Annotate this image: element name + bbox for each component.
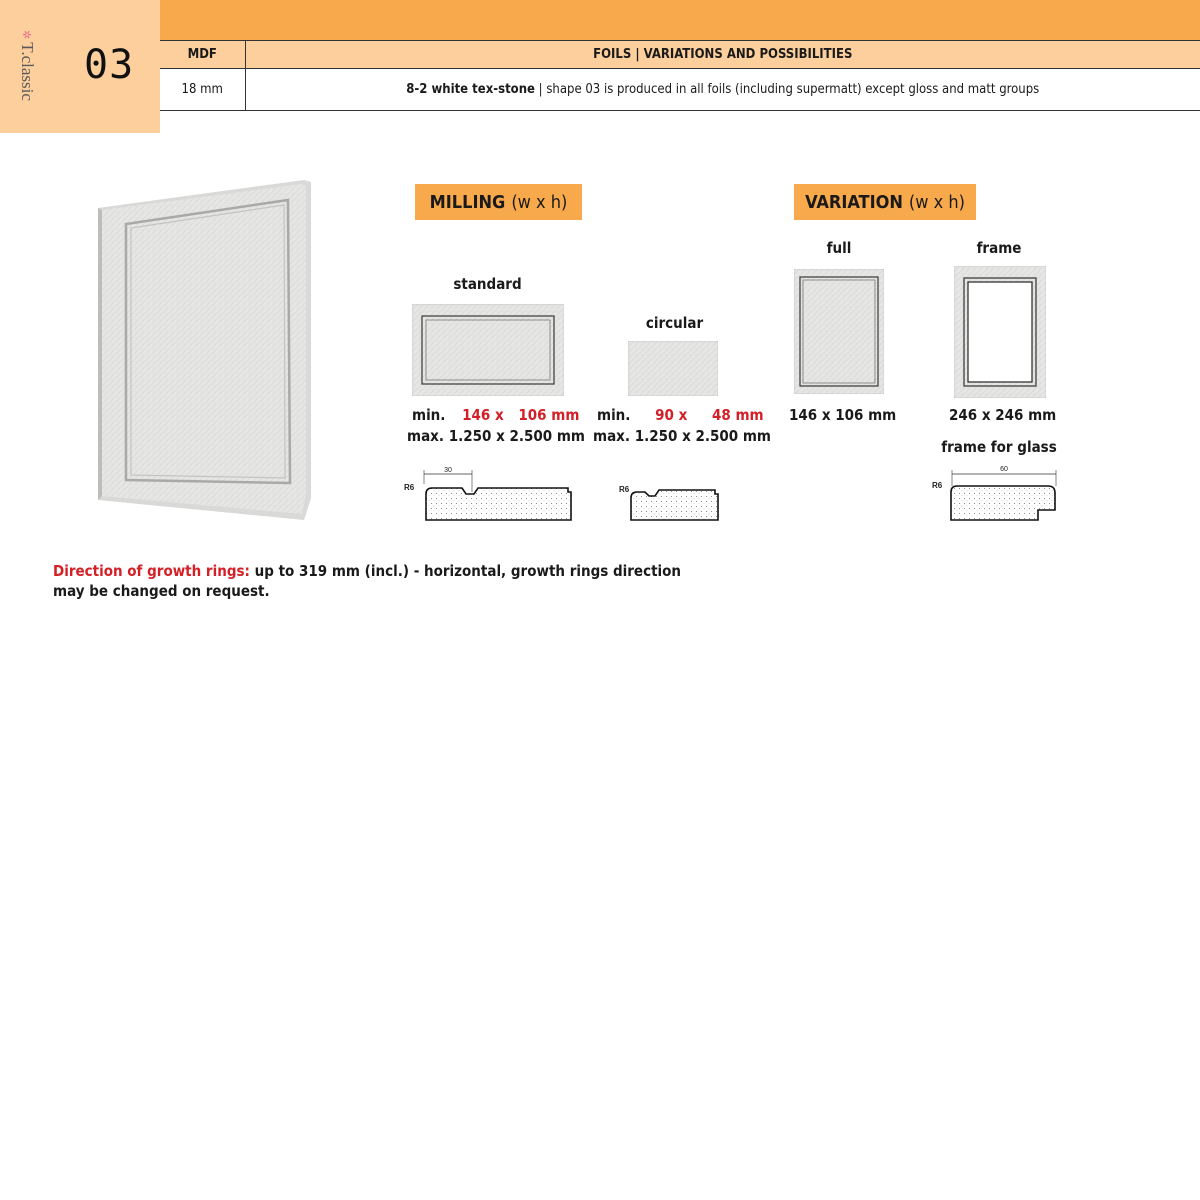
circular-profile-drawing <box>615 480 725 524</box>
standard-profile-drawing <box>400 462 575 524</box>
spec-table-header <box>160 41 1200 69</box>
circular-min-label: min. <box>597 406 631 424</box>
milling-title: MILLING <box>429 191 506 213</box>
circular-max: max. 1.250 x 2.500 mm <box>593 427 771 445</box>
shape-tab <box>0 0 160 133</box>
standard-min-height: 106 mm <box>518 406 580 424</box>
frame-label: frame <box>976 239 1022 257</box>
material-header: MDF <box>160 41 245 69</box>
standard-min <box>412 406 579 424</box>
standard-milling-swatch <box>412 304 564 396</box>
foils-value <box>245 69 1200 111</box>
flower-star-icon: ✲ <box>20 30 33 40</box>
frame-glass-profile-dim: 60 <box>1000 466 1008 473</box>
standard-max: max. 1.250 x 2.500 mm <box>407 427 585 445</box>
door-front-image <box>98 180 311 520</box>
shape-number: 03 <box>84 42 135 88</box>
brand-logo <box>16 30 38 120</box>
frame-variation-swatch <box>954 266 1046 398</box>
full-label: full <box>826 239 852 257</box>
frame-size: 246 x 246 mm <box>949 406 1057 424</box>
milling-unit: (w x h) <box>511 191 568 213</box>
spec-table <box>160 40 1200 111</box>
frame-glass-label: frame for glass <box>941 438 1057 456</box>
circular-min <box>597 406 764 424</box>
frame-glass-profile-r: R6 <box>932 481 943 490</box>
circular-min-width: 90 x <box>655 406 688 424</box>
thickness-value: 18 mm <box>160 69 245 111</box>
standard-min-width: 146 x <box>462 406 504 424</box>
standard-profile-r: R6 <box>404 483 415 492</box>
full-variation-swatch <box>794 269 884 394</box>
circular-profile-r: R6 <box>619 485 630 494</box>
growth-rings-label: Direction of growth rings: <box>53 562 250 580</box>
circular-min-height: 48 mm <box>712 406 764 424</box>
foil-name: 8-2 white tex-stone <box>406 82 535 97</box>
circular-label: circular <box>645 314 704 332</box>
brand-name: T.classic <box>18 42 37 101</box>
foils-header: FOILS | VARIATIONS AND POSSIBILITIES <box>245 41 1200 69</box>
circular-milling-swatch <box>628 341 718 396</box>
standard-profile-dim: 30 <box>444 467 452 474</box>
variation-title: VARIATION <box>805 191 903 213</box>
growth-rings-text: up to 319 mm (incl.) - horizontal, growth rings direction may be changed on request. <box>53 562 682 600</box>
frame-glass-profile-drawing <box>928 462 1062 524</box>
foil-description: | shape 03 is produced in all foils (including supermatt) except gloss and matt groups <box>534 82 1040 97</box>
standard-min-label: min. <box>412 406 446 424</box>
variation-heading <box>794 184 976 220</box>
growth-rings-note <box>53 561 713 601</box>
full-size: 146 x 106 mm <box>789 406 897 424</box>
milling-heading <box>415 184 582 220</box>
spec-table-row <box>160 69 1200 111</box>
variation-unit: (w x h) <box>908 191 965 213</box>
header-band <box>160 0 1200 41</box>
standard-label: standard <box>453 275 522 293</box>
